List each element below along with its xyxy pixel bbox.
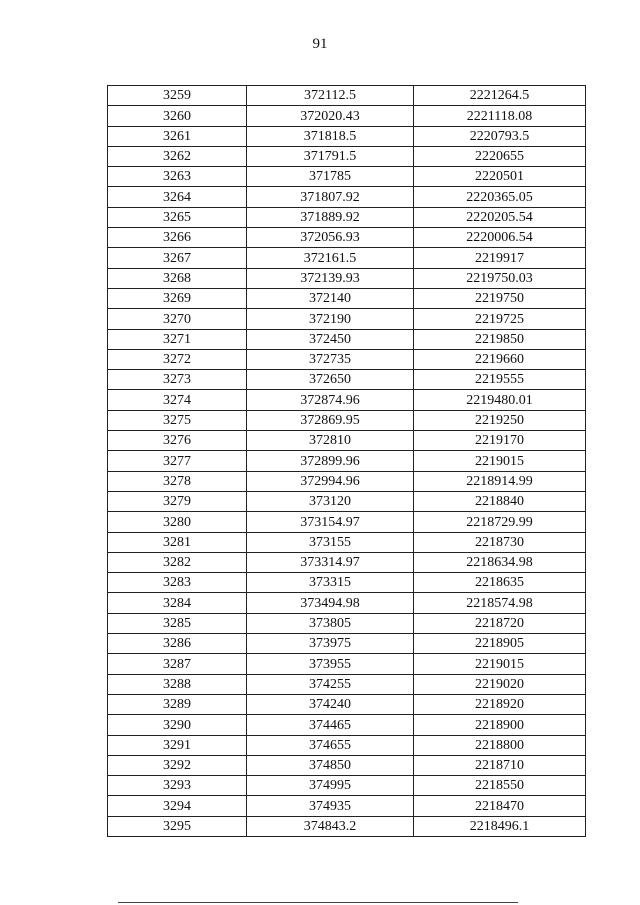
y-coordinate-cell: 2218496.1	[414, 816, 586, 836]
point-number-cell: 3271	[108, 329, 247, 349]
point-number-cell: 3279	[108, 491, 247, 511]
point-number-cell: 3281	[108, 532, 247, 552]
x-coordinate-cell: 372869.95	[247, 410, 414, 430]
table-row	[108, 816, 586, 836]
table-row	[108, 593, 586, 613]
y-coordinate-cell: 2219015	[414, 451, 586, 471]
y-coordinate-cell: 2218720	[414, 613, 586, 633]
table-row	[108, 207, 586, 227]
table-row	[108, 370, 586, 390]
x-coordinate-cell: 374255	[247, 674, 414, 694]
x-coordinate-cell: 373955	[247, 654, 414, 674]
x-coordinate-cell: 374843.2	[247, 816, 414, 836]
x-coordinate-cell: 371889.92	[247, 207, 414, 227]
coordinates-table-container	[107, 85, 585, 837]
y-coordinate-cell: 2219750.03	[414, 268, 586, 288]
y-coordinate-cell: 2219015	[414, 654, 586, 674]
table-row	[108, 694, 586, 714]
x-coordinate-cell: 374655	[247, 735, 414, 755]
x-coordinate-cell: 372056.93	[247, 228, 414, 248]
x-coordinate-cell: 372112.5	[247, 86, 414, 106]
x-coordinate-cell: 372810	[247, 431, 414, 451]
y-coordinate-cell: 2219555	[414, 370, 586, 390]
x-coordinate-cell: 373155	[247, 532, 414, 552]
x-coordinate-cell: 374935	[247, 796, 414, 816]
table-row	[108, 573, 586, 593]
y-coordinate-cell: 2218550	[414, 776, 586, 796]
point-number-cell: 3265	[108, 207, 247, 227]
y-coordinate-cell: 2218574.98	[414, 593, 586, 613]
point-number-cell: 3289	[108, 694, 247, 714]
y-coordinate-cell: 2220006.54	[414, 228, 586, 248]
x-coordinate-cell: 373120	[247, 491, 414, 511]
point-number-cell: 3267	[108, 248, 247, 268]
y-coordinate-cell: 2218729.99	[414, 512, 586, 532]
table-row	[108, 187, 586, 207]
x-coordinate-cell: 372874.96	[247, 390, 414, 410]
table-row	[108, 735, 586, 755]
x-coordinate-cell: 372899.96	[247, 451, 414, 471]
table-row	[108, 288, 586, 308]
point-number-cell: 3275	[108, 410, 247, 430]
table-row	[108, 491, 586, 511]
y-coordinate-cell: 2218900	[414, 715, 586, 735]
table-row	[108, 126, 586, 146]
point-number-cell: 3266	[108, 228, 247, 248]
x-coordinate-cell: 373805	[247, 613, 414, 633]
y-coordinate-cell: 2219660	[414, 349, 586, 369]
table-row	[108, 654, 586, 674]
table-row	[108, 471, 586, 491]
x-coordinate-cell: 371785	[247, 167, 414, 187]
x-coordinate-cell: 373315	[247, 573, 414, 593]
point-number-cell: 3294	[108, 796, 247, 816]
x-coordinate-cell: 371807.92	[247, 187, 414, 207]
y-coordinate-cell: 2218840	[414, 491, 586, 511]
point-number-cell: 3277	[108, 451, 247, 471]
table-row	[108, 674, 586, 694]
table-row	[108, 349, 586, 369]
point-number-cell: 3276	[108, 431, 247, 451]
table-row	[108, 552, 586, 572]
y-coordinate-cell: 2218470	[414, 796, 586, 816]
point-number-cell: 3274	[108, 390, 247, 410]
y-coordinate-cell: 2218920	[414, 694, 586, 714]
point-number-cell: 3293	[108, 776, 247, 796]
y-coordinate-cell: 2218635	[414, 573, 586, 593]
x-coordinate-cell: 372650	[247, 370, 414, 390]
point-number-cell: 3286	[108, 634, 247, 654]
y-coordinate-cell: 2220501	[414, 167, 586, 187]
point-number-cell: 3261	[108, 126, 247, 146]
point-number-cell: 3260	[108, 106, 247, 126]
y-coordinate-cell: 2221118.08	[414, 106, 586, 126]
table-row	[108, 106, 586, 126]
point-number-cell: 3291	[108, 735, 247, 755]
y-coordinate-cell: 2219850	[414, 329, 586, 349]
x-coordinate-cell: 373975	[247, 634, 414, 654]
page-number: 91	[312, 36, 328, 52]
table-row	[108, 755, 586, 775]
x-coordinate-cell: 374465	[247, 715, 414, 735]
table-row	[108, 309, 586, 329]
x-coordinate-cell: 374240	[247, 694, 414, 714]
y-coordinate-cell: 2219725	[414, 309, 586, 329]
y-coordinate-cell: 2218905	[414, 634, 586, 654]
y-coordinate-cell: 2219480.01	[414, 390, 586, 410]
y-coordinate-cell: 2219750	[414, 288, 586, 308]
table-row	[108, 532, 586, 552]
y-coordinate-cell: 2218634.98	[414, 552, 586, 572]
point-number-cell: 3273	[108, 370, 247, 390]
x-coordinate-cell: 373314.97	[247, 552, 414, 572]
point-number-cell: 3292	[108, 755, 247, 775]
y-coordinate-cell: 2219170	[414, 431, 586, 451]
table-row	[108, 634, 586, 654]
table-row	[108, 512, 586, 532]
x-coordinate-cell: 372994.96	[247, 471, 414, 491]
point-number-cell: 3264	[108, 187, 247, 207]
y-coordinate-cell: 2220655	[414, 146, 586, 166]
point-number-cell: 3285	[108, 613, 247, 633]
point-number-cell: 3270	[108, 309, 247, 329]
x-coordinate-cell: 374850	[247, 755, 414, 775]
y-coordinate-cell: 2218914.99	[414, 471, 586, 491]
x-coordinate-cell: 373494.98	[247, 593, 414, 613]
table-row	[108, 268, 586, 288]
y-coordinate-cell: 2218800	[414, 735, 586, 755]
point-number-cell: 3295	[108, 816, 247, 836]
table-row	[108, 431, 586, 451]
point-number-cell: 3262	[108, 146, 247, 166]
y-coordinate-cell: 2219917	[414, 248, 586, 268]
table-body	[108, 86, 586, 837]
point-number-cell: 3290	[108, 715, 247, 735]
x-coordinate-cell: 372735	[247, 349, 414, 369]
point-number-cell: 3287	[108, 654, 247, 674]
y-coordinate-cell: 2220205.54	[414, 207, 586, 227]
point-number-cell: 3268	[108, 268, 247, 288]
point-number-cell: 3263	[108, 167, 247, 187]
table-row	[108, 776, 586, 796]
table-row	[108, 248, 586, 268]
y-coordinate-cell: 2218730	[414, 532, 586, 552]
x-coordinate-cell: 372190	[247, 309, 414, 329]
y-coordinate-cell: 2218710	[414, 755, 586, 775]
table-row	[108, 390, 586, 410]
point-number-cell: 3288	[108, 674, 247, 694]
table-row	[108, 715, 586, 735]
table-row	[108, 796, 586, 816]
table-row	[108, 329, 586, 349]
point-number-cell: 3284	[108, 593, 247, 613]
table-row	[108, 146, 586, 166]
point-number-cell: 3282	[108, 552, 247, 572]
y-coordinate-cell: 2221264.5	[414, 86, 586, 106]
x-coordinate-cell: 371818.5	[247, 126, 414, 146]
point-number-cell: 3259	[108, 86, 247, 106]
table-row	[108, 451, 586, 471]
y-coordinate-cell: 2220365.05	[414, 187, 586, 207]
x-coordinate-cell: 374995	[247, 776, 414, 796]
table-row	[108, 86, 586, 106]
point-number-cell: 3280	[108, 512, 247, 532]
x-coordinate-cell: 372161.5	[247, 248, 414, 268]
point-number-cell: 3272	[108, 349, 247, 369]
y-coordinate-cell: 2220793.5	[414, 126, 586, 146]
footer-divider	[118, 902, 518, 903]
table-row	[108, 613, 586, 633]
point-number-cell: 3269	[108, 288, 247, 308]
table-row	[108, 410, 586, 430]
y-coordinate-cell: 2219020	[414, 674, 586, 694]
x-coordinate-cell: 372450	[247, 329, 414, 349]
x-coordinate-cell: 372020.43	[247, 106, 414, 126]
x-coordinate-cell: 372140	[247, 288, 414, 308]
x-coordinate-cell: 371791.5	[247, 146, 414, 166]
point-number-cell: 3278	[108, 471, 247, 491]
table-row	[108, 228, 586, 248]
point-number-cell: 3283	[108, 573, 247, 593]
x-coordinate-cell: 373154.97	[247, 512, 414, 532]
table-row	[108, 167, 586, 187]
coordinates-table	[107, 85, 586, 837]
x-coordinate-cell: 372139.93	[247, 268, 414, 288]
y-coordinate-cell: 2219250	[414, 410, 586, 430]
